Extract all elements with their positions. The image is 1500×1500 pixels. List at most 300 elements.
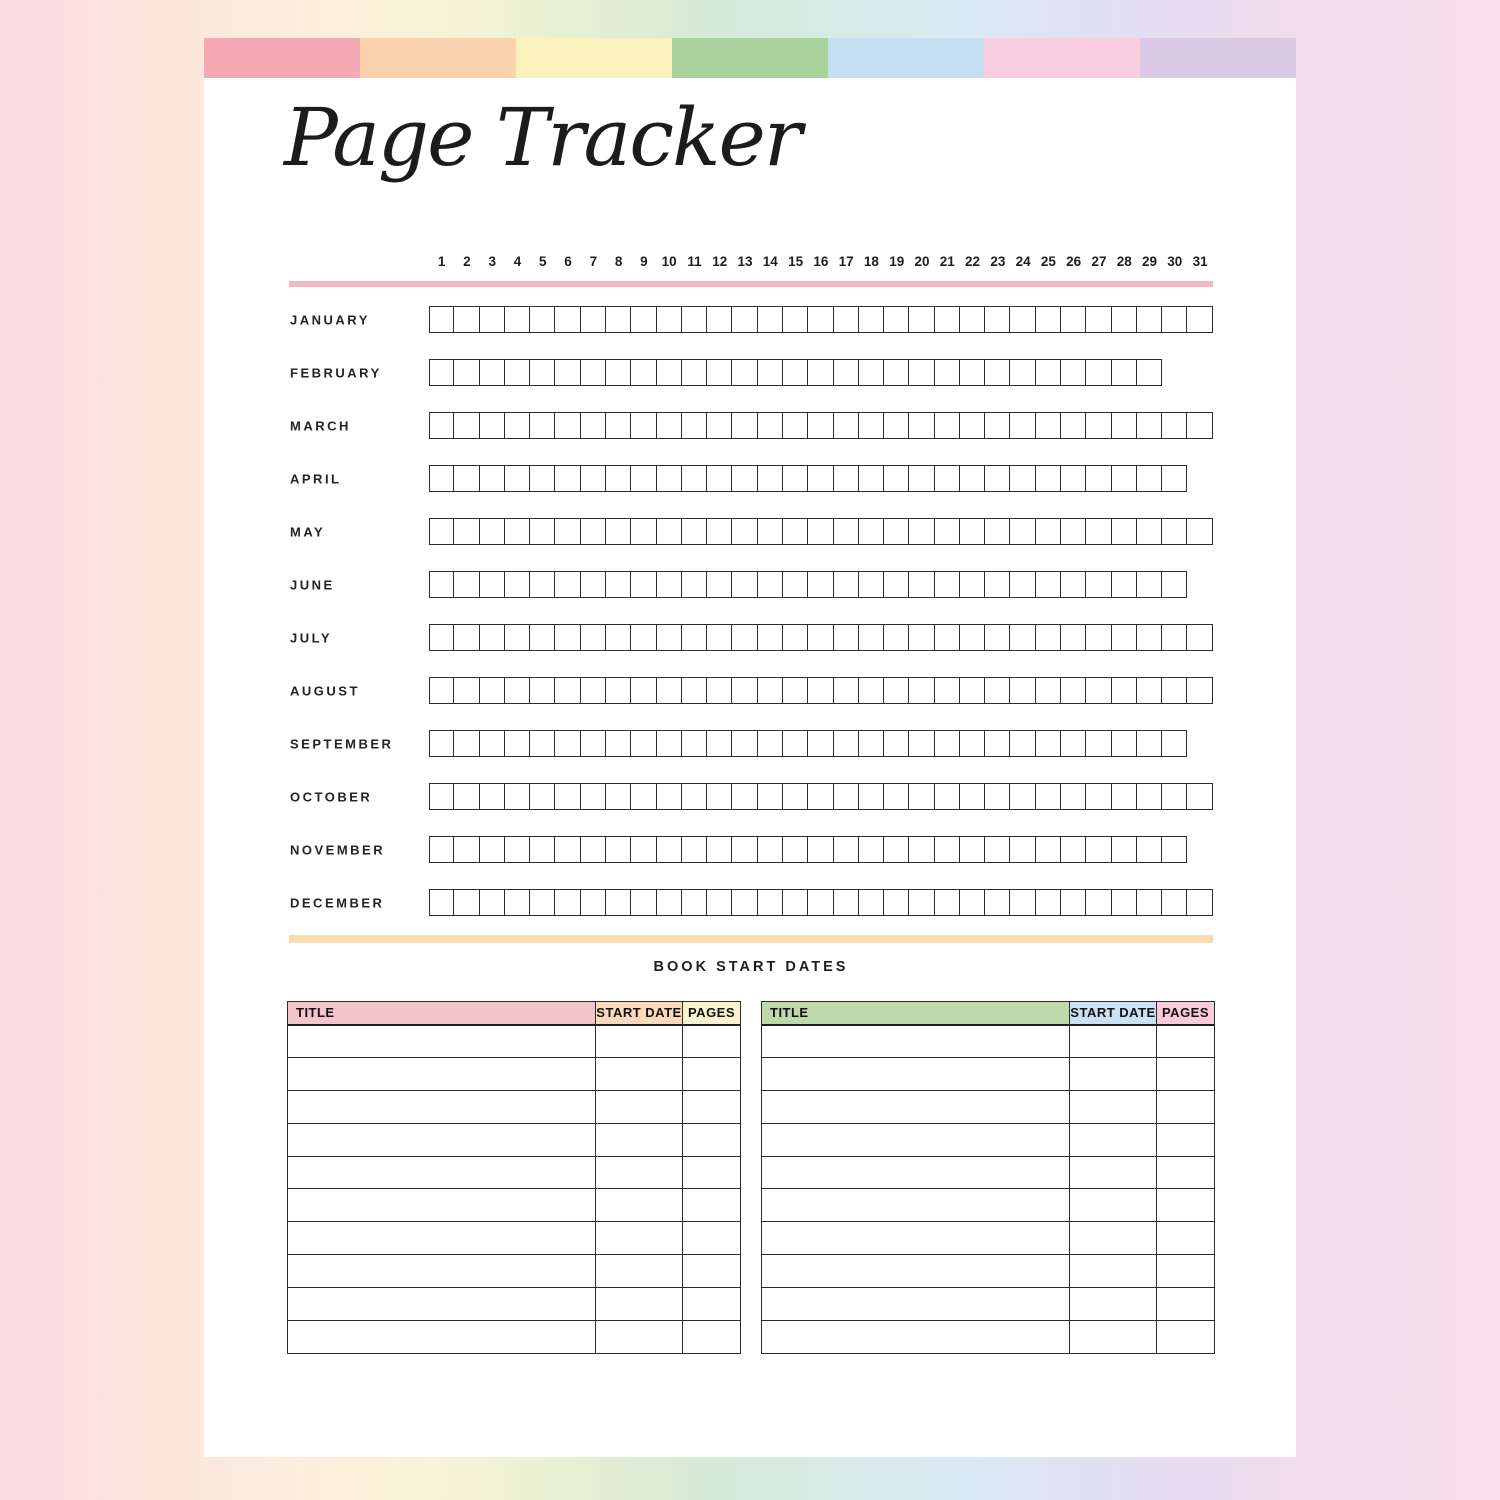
day-checkbox[interactable]	[581, 412, 606, 439]
day-checkbox[interactable]	[935, 677, 960, 704]
day-checkbox[interactable]	[581, 518, 606, 545]
day-checkbox[interactable]	[581, 836, 606, 863]
day-checkbox[interactable]	[1010, 571, 1035, 598]
day-checkbox[interactable]	[1061, 571, 1086, 598]
day-checkbox[interactable]	[707, 465, 732, 492]
day-checkbox[interactable]	[555, 306, 580, 333]
day-checkbox[interactable]	[606, 412, 631, 439]
day-checkbox[interactable]	[935, 836, 960, 863]
day-checkbox[interactable]	[480, 571, 505, 598]
day-checkbox[interactable]	[1112, 730, 1137, 757]
day-checkbox[interactable]	[1187, 518, 1212, 545]
day-checkbox[interactable]	[1036, 412, 1061, 439]
day-checkbox[interactable]	[985, 836, 1010, 863]
day-checkbox[interactable]	[909, 783, 934, 810]
day-checkbox[interactable]	[707, 889, 732, 916]
day-checkbox[interactable]	[1036, 836, 1061, 863]
day-checkbox[interactable]	[758, 306, 783, 333]
day-checkbox[interactable]	[960, 783, 985, 810]
day-checkbox[interactable]	[555, 783, 580, 810]
day-checkbox[interactable]	[454, 412, 479, 439]
day-checkbox[interactable]	[1036, 518, 1061, 545]
day-checkbox[interactable]	[480, 730, 505, 757]
day-checkbox[interactable]	[1112, 412, 1137, 439]
day-checkbox[interactable]	[429, 889, 454, 916]
day-checkbox[interactable]	[1061, 677, 1086, 704]
day-checkbox[interactable]	[1162, 571, 1187, 598]
day-checkbox[interactable]	[1112, 518, 1137, 545]
day-checkbox[interactable]	[1061, 783, 1086, 810]
day-checkbox[interactable]	[505, 359, 530, 386]
day-checkbox[interactable]	[1010, 306, 1035, 333]
day-checkbox[interactable]	[581, 359, 606, 386]
day-checkbox[interactable]	[530, 889, 555, 916]
day-checkbox[interactable]	[657, 412, 682, 439]
day-checkbox[interactable]	[1112, 783, 1137, 810]
day-checkbox[interactable]	[1137, 624, 1162, 651]
day-checkbox[interactable]	[758, 836, 783, 863]
day-checkbox[interactable]	[1010, 518, 1035, 545]
day-checkbox[interactable]	[985, 730, 1010, 757]
day-checkbox[interactable]	[1162, 412, 1187, 439]
day-checkbox[interactable]	[783, 465, 808, 492]
day-checkbox[interactable]	[834, 889, 859, 916]
title-cell[interactable]	[762, 1321, 1070, 1354]
day-checkbox[interactable]	[808, 465, 833, 492]
day-checkbox[interactable]	[657, 518, 682, 545]
day-checkbox[interactable]	[1162, 783, 1187, 810]
day-checkbox[interactable]	[707, 306, 732, 333]
pages-cell[interactable]	[1157, 1288, 1215, 1321]
pages-cell[interactable]	[1157, 1189, 1215, 1222]
day-checkbox[interactable]	[505, 571, 530, 598]
day-checkbox[interactable]	[732, 783, 757, 810]
day-checkbox[interactable]	[960, 889, 985, 916]
day-checkbox[interactable]	[454, 677, 479, 704]
day-checkbox[interactable]	[1086, 836, 1111, 863]
day-checkbox[interactable]	[732, 730, 757, 757]
day-checkbox[interactable]	[555, 677, 580, 704]
title-cell[interactable]	[288, 1156, 596, 1189]
day-checkbox[interactable]	[581, 306, 606, 333]
day-checkbox[interactable]	[1086, 677, 1111, 704]
day-checkbox[interactable]	[985, 465, 1010, 492]
day-checkbox[interactable]	[682, 465, 707, 492]
day-checkbox[interactable]	[758, 465, 783, 492]
day-checkbox[interactable]	[834, 412, 859, 439]
day-checkbox[interactable]	[985, 889, 1010, 916]
day-checkbox[interactable]	[505, 677, 530, 704]
day-checkbox[interactable]	[682, 730, 707, 757]
day-checkbox[interactable]	[1187, 624, 1212, 651]
day-checkbox[interactable]	[631, 730, 656, 757]
day-checkbox[interactable]	[480, 412, 505, 439]
day-checkbox[interactable]	[834, 677, 859, 704]
title-cell[interactable]	[762, 1090, 1070, 1123]
day-checkbox[interactable]	[454, 306, 479, 333]
day-checkbox[interactable]	[480, 783, 505, 810]
day-checkbox[interactable]	[909, 730, 934, 757]
day-checkbox[interactable]	[935, 412, 960, 439]
day-checkbox[interactable]	[530, 571, 555, 598]
day-checkbox[interactable]	[783, 359, 808, 386]
day-checkbox[interactable]	[1162, 730, 1187, 757]
day-checkbox[interactable]	[429, 306, 454, 333]
pages-cell[interactable]	[683, 1288, 741, 1321]
day-checkbox[interactable]	[909, 836, 934, 863]
day-checkbox[interactable]	[1137, 412, 1162, 439]
day-checkbox[interactable]	[429, 465, 454, 492]
start-date-cell[interactable]	[596, 1255, 683, 1288]
day-checkbox[interactable]	[960, 518, 985, 545]
day-checkbox[interactable]	[1137, 518, 1162, 545]
day-checkbox[interactable]	[480, 836, 505, 863]
day-checkbox[interactable]	[581, 730, 606, 757]
day-checkbox[interactable]	[657, 359, 682, 386]
pages-cell[interactable]	[1157, 1321, 1215, 1354]
day-checkbox[interactable]	[884, 412, 909, 439]
pages-cell[interactable]	[1157, 1156, 1215, 1189]
day-checkbox[interactable]	[834, 571, 859, 598]
day-checkbox[interactable]	[935, 359, 960, 386]
day-checkbox[interactable]	[454, 465, 479, 492]
day-checkbox[interactable]	[808, 412, 833, 439]
day-checkbox[interactable]	[1162, 677, 1187, 704]
day-checkbox[interactable]	[985, 677, 1010, 704]
day-checkbox[interactable]	[454, 836, 479, 863]
day-checkbox[interactable]	[657, 783, 682, 810]
day-checkbox[interactable]	[732, 306, 757, 333]
day-checkbox[interactable]	[1061, 624, 1086, 651]
day-checkbox[interactable]	[530, 465, 555, 492]
title-cell[interactable]	[762, 1255, 1070, 1288]
day-checkbox[interactable]	[606, 518, 631, 545]
day-checkbox[interactable]	[935, 571, 960, 598]
day-checkbox[interactable]	[530, 783, 555, 810]
day-checkbox[interactable]	[783, 677, 808, 704]
day-checkbox[interactable]	[555, 359, 580, 386]
day-checkbox[interactable]	[909, 571, 934, 598]
day-checkbox[interactable]	[631, 783, 656, 810]
start-date-cell[interactable]	[596, 1288, 683, 1321]
day-checkbox[interactable]	[859, 889, 884, 916]
day-checkbox[interactable]	[909, 412, 934, 439]
day-checkbox[interactable]	[1061, 889, 1086, 916]
day-checkbox[interactable]	[606, 624, 631, 651]
day-checkbox[interactable]	[884, 836, 909, 863]
start-date-cell[interactable]	[1070, 1222, 1157, 1255]
day-checkbox[interactable]	[454, 571, 479, 598]
day-checkbox[interactable]	[657, 730, 682, 757]
day-checkbox[interactable]	[935, 624, 960, 651]
day-checkbox[interactable]	[1112, 836, 1137, 863]
title-cell[interactable]	[762, 1123, 1070, 1156]
day-checkbox[interactable]	[1112, 889, 1137, 916]
day-checkbox[interactable]	[606, 730, 631, 757]
day-checkbox[interactable]	[808, 889, 833, 916]
day-checkbox[interactable]	[1036, 306, 1061, 333]
title-cell[interactable]	[762, 1156, 1070, 1189]
pages-cell[interactable]	[1157, 1090, 1215, 1123]
day-checkbox[interactable]	[783, 836, 808, 863]
day-checkbox[interactable]	[1137, 465, 1162, 492]
day-checkbox[interactable]	[631, 412, 656, 439]
day-checkbox[interactable]	[834, 359, 859, 386]
title-cell[interactable]	[288, 1057, 596, 1090]
pages-cell[interactable]	[683, 1123, 741, 1156]
day-checkbox[interactable]	[606, 359, 631, 386]
title-cell[interactable]	[288, 1288, 596, 1321]
day-checkbox[interactable]	[1112, 359, 1137, 386]
day-checkbox[interactable]	[758, 730, 783, 757]
day-checkbox[interactable]	[1086, 359, 1111, 386]
title-cell[interactable]	[288, 1321, 596, 1354]
day-checkbox[interactable]	[682, 783, 707, 810]
day-checkbox[interactable]	[808, 836, 833, 863]
day-checkbox[interactable]	[631, 518, 656, 545]
day-checkbox[interactable]	[1137, 730, 1162, 757]
day-checkbox[interactable]	[1036, 783, 1061, 810]
pages-cell[interactable]	[683, 1321, 741, 1354]
day-checkbox[interactable]	[1162, 836, 1187, 863]
day-checkbox[interactable]	[581, 889, 606, 916]
day-checkbox[interactable]	[606, 889, 631, 916]
day-checkbox[interactable]	[631, 889, 656, 916]
day-checkbox[interactable]	[1162, 465, 1187, 492]
day-checkbox[interactable]	[859, 836, 884, 863]
day-checkbox[interactable]	[1137, 571, 1162, 598]
day-checkbox[interactable]	[985, 306, 1010, 333]
day-checkbox[interactable]	[1086, 730, 1111, 757]
day-checkbox[interactable]	[758, 783, 783, 810]
day-checkbox[interactable]	[1112, 677, 1137, 704]
day-checkbox[interactable]	[707, 836, 732, 863]
day-checkbox[interactable]	[480, 677, 505, 704]
day-checkbox[interactable]	[732, 836, 757, 863]
day-checkbox[interactable]	[555, 465, 580, 492]
start-date-cell[interactable]	[1070, 1123, 1157, 1156]
day-checkbox[interactable]	[631, 359, 656, 386]
start-date-cell[interactable]	[596, 1123, 683, 1156]
day-checkbox[interactable]	[859, 730, 884, 757]
day-checkbox[interactable]	[1010, 359, 1035, 386]
day-checkbox[interactable]	[1086, 571, 1111, 598]
day-checkbox[interactable]	[429, 783, 454, 810]
day-checkbox[interactable]	[606, 465, 631, 492]
start-date-cell[interactable]	[1070, 1189, 1157, 1222]
day-checkbox[interactable]	[808, 624, 833, 651]
day-checkbox[interactable]	[1162, 624, 1187, 651]
day-checkbox[interactable]	[530, 836, 555, 863]
day-checkbox[interactable]	[884, 571, 909, 598]
title-cell[interactable]	[288, 1222, 596, 1255]
day-checkbox[interactable]	[631, 624, 656, 651]
day-checkbox[interactable]	[1086, 412, 1111, 439]
day-checkbox[interactable]	[1137, 677, 1162, 704]
title-cell[interactable]	[762, 1288, 1070, 1321]
title-cell[interactable]	[762, 1057, 1070, 1090]
day-checkbox[interactable]	[985, 518, 1010, 545]
day-checkbox[interactable]	[505, 783, 530, 810]
start-date-cell[interactable]	[596, 1156, 683, 1189]
day-checkbox[interactable]	[1162, 518, 1187, 545]
day-checkbox[interactable]	[454, 889, 479, 916]
day-checkbox[interactable]	[631, 677, 656, 704]
day-checkbox[interactable]	[707, 571, 732, 598]
day-checkbox[interactable]	[505, 836, 530, 863]
day-checkbox[interactable]	[808, 518, 833, 545]
start-date-cell[interactable]	[1070, 1255, 1157, 1288]
start-date-cell[interactable]	[1070, 1057, 1157, 1090]
day-checkbox[interactable]	[505, 412, 530, 439]
day-checkbox[interactable]	[707, 359, 732, 386]
day-checkbox[interactable]	[480, 624, 505, 651]
pages-cell[interactable]	[683, 1090, 741, 1123]
day-checkbox[interactable]	[530, 730, 555, 757]
day-checkbox[interactable]	[884, 783, 909, 810]
title-cell[interactable]	[762, 1025, 1070, 1058]
day-checkbox[interactable]	[960, 730, 985, 757]
day-checkbox[interactable]	[808, 571, 833, 598]
day-checkbox[interactable]	[707, 624, 732, 651]
day-checkbox[interactable]	[783, 889, 808, 916]
title-cell[interactable]	[288, 1123, 596, 1156]
day-checkbox[interactable]	[1162, 306, 1187, 333]
day-checkbox[interactable]	[960, 624, 985, 651]
day-checkbox[interactable]	[1010, 412, 1035, 439]
day-checkbox[interactable]	[884, 730, 909, 757]
day-checkbox[interactable]	[429, 836, 454, 863]
day-checkbox[interactable]	[657, 677, 682, 704]
start-date-cell[interactable]	[596, 1222, 683, 1255]
day-checkbox[interactable]	[1137, 306, 1162, 333]
day-checkbox[interactable]	[657, 889, 682, 916]
pages-cell[interactable]	[683, 1255, 741, 1288]
day-checkbox[interactable]	[884, 465, 909, 492]
day-checkbox[interactable]	[454, 783, 479, 810]
day-checkbox[interactable]	[1036, 571, 1061, 598]
day-checkbox[interactable]	[480, 465, 505, 492]
day-checkbox[interactable]	[505, 730, 530, 757]
day-checkbox[interactable]	[960, 571, 985, 598]
day-checkbox[interactable]	[454, 730, 479, 757]
day-checkbox[interactable]	[935, 306, 960, 333]
day-checkbox[interactable]	[581, 783, 606, 810]
start-date-cell[interactable]	[1070, 1025, 1157, 1058]
day-checkbox[interactable]	[707, 677, 732, 704]
start-date-cell[interactable]	[596, 1189, 683, 1222]
day-checkbox[interactable]	[859, 465, 884, 492]
day-checkbox[interactable]	[555, 624, 580, 651]
day-checkbox[interactable]	[480, 359, 505, 386]
day-checkbox[interactable]	[909, 889, 934, 916]
day-checkbox[interactable]	[758, 571, 783, 598]
pages-cell[interactable]	[1157, 1025, 1215, 1058]
day-checkbox[interactable]	[1010, 677, 1035, 704]
pages-cell[interactable]	[683, 1025, 741, 1058]
day-checkbox[interactable]	[909, 465, 934, 492]
day-checkbox[interactable]	[581, 571, 606, 598]
day-checkbox[interactable]	[732, 465, 757, 492]
title-cell[interactable]	[762, 1189, 1070, 1222]
day-checkbox[interactable]	[884, 359, 909, 386]
day-checkbox[interactable]	[935, 730, 960, 757]
day-checkbox[interactable]	[505, 306, 530, 333]
day-checkbox[interactable]	[960, 306, 985, 333]
day-checkbox[interactable]	[530, 306, 555, 333]
day-checkbox[interactable]	[1036, 730, 1061, 757]
day-checkbox[interactable]	[859, 571, 884, 598]
day-checkbox[interactable]	[530, 412, 555, 439]
day-checkbox[interactable]	[859, 359, 884, 386]
day-checkbox[interactable]	[682, 889, 707, 916]
title-cell[interactable]	[288, 1090, 596, 1123]
day-checkbox[interactable]	[808, 730, 833, 757]
day-checkbox[interactable]	[1086, 624, 1111, 651]
day-checkbox[interactable]	[429, 624, 454, 651]
day-checkbox[interactable]	[909, 359, 934, 386]
day-checkbox[interactable]	[732, 518, 757, 545]
day-checkbox[interactable]	[783, 518, 808, 545]
day-checkbox[interactable]	[859, 783, 884, 810]
day-checkbox[interactable]	[530, 624, 555, 651]
day-checkbox[interactable]	[1010, 465, 1035, 492]
day-checkbox[interactable]	[429, 518, 454, 545]
title-cell[interactable]	[288, 1189, 596, 1222]
day-checkbox[interactable]	[555, 412, 580, 439]
pages-cell[interactable]	[683, 1156, 741, 1189]
day-checkbox[interactable]	[758, 677, 783, 704]
day-checkbox[interactable]	[657, 571, 682, 598]
day-checkbox[interactable]	[429, 359, 454, 386]
day-checkbox[interactable]	[884, 624, 909, 651]
day-checkbox[interactable]	[707, 412, 732, 439]
day-checkbox[interactable]	[429, 677, 454, 704]
day-checkbox[interactable]	[783, 306, 808, 333]
day-checkbox[interactable]	[555, 730, 580, 757]
start-date-cell[interactable]	[1070, 1288, 1157, 1321]
day-checkbox[interactable]	[909, 677, 934, 704]
day-checkbox[interactable]	[859, 412, 884, 439]
day-checkbox[interactable]	[834, 306, 859, 333]
day-checkbox[interactable]	[758, 412, 783, 439]
day-checkbox[interactable]	[707, 783, 732, 810]
day-checkbox[interactable]	[682, 677, 707, 704]
day-checkbox[interactable]	[758, 359, 783, 386]
day-checkbox[interactable]	[429, 571, 454, 598]
day-checkbox[interactable]	[1187, 306, 1212, 333]
day-checkbox[interactable]	[935, 465, 960, 492]
day-checkbox[interactable]	[935, 518, 960, 545]
day-checkbox[interactable]	[555, 836, 580, 863]
day-checkbox[interactable]	[960, 677, 985, 704]
day-checkbox[interactable]	[859, 624, 884, 651]
start-date-cell[interactable]	[596, 1025, 683, 1058]
day-checkbox[interactable]	[732, 889, 757, 916]
day-checkbox[interactable]	[682, 518, 707, 545]
day-checkbox[interactable]	[834, 624, 859, 651]
day-checkbox[interactable]	[480, 306, 505, 333]
day-checkbox[interactable]	[530, 518, 555, 545]
day-checkbox[interactable]	[1010, 624, 1035, 651]
day-checkbox[interactable]	[732, 677, 757, 704]
day-checkbox[interactable]	[682, 306, 707, 333]
pages-cell[interactable]	[1157, 1255, 1215, 1288]
day-checkbox[interactable]	[606, 571, 631, 598]
day-checkbox[interactable]	[682, 836, 707, 863]
day-checkbox[interactable]	[935, 889, 960, 916]
day-checkbox[interactable]	[960, 836, 985, 863]
